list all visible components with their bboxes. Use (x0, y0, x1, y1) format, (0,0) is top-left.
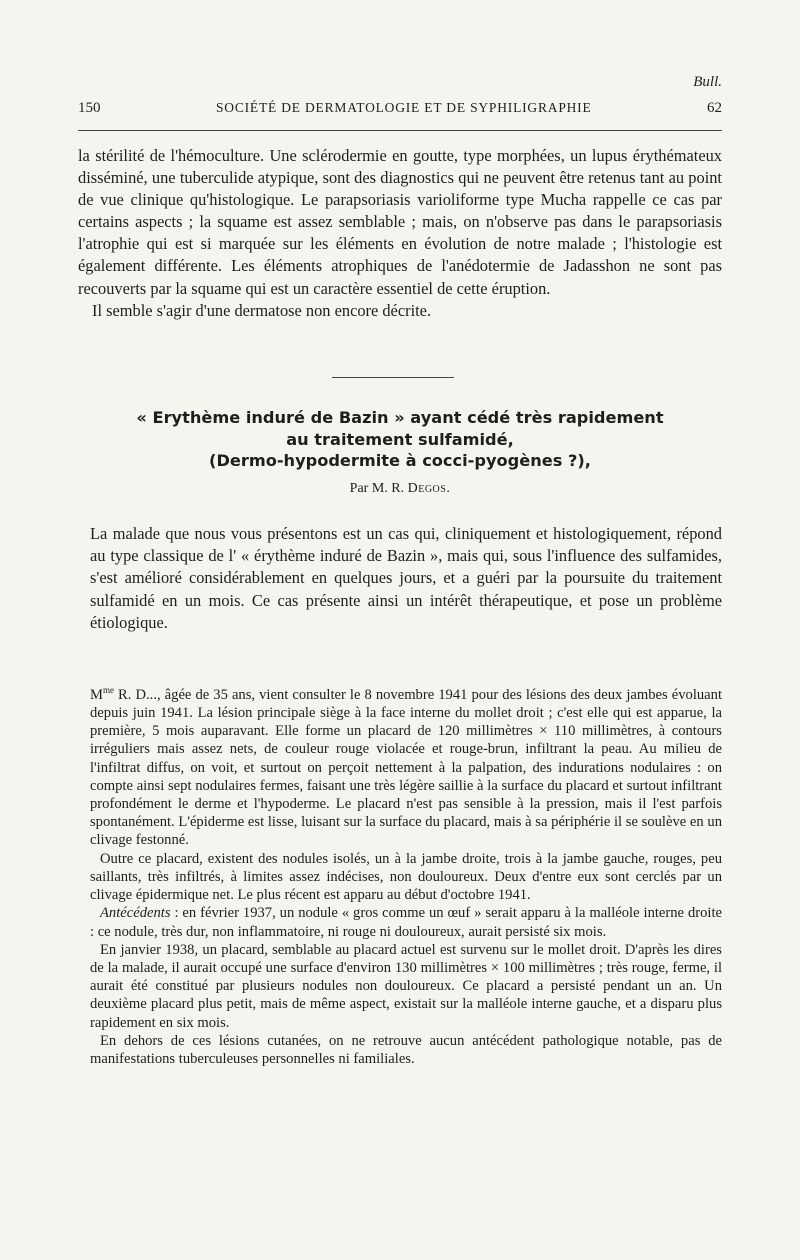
title-line: au traitement sulfamidé, (286, 429, 514, 449)
article-intro (90, 523, 722, 634)
section-separator (332, 377, 454, 378)
paragraph: Outre ce placard, existent des nodules isolés, un à la jambe droite, trois à la jambe gauche, rouges, peu saillants, très infiltrés, à limites assez indécises, non douloureux. Deux d'entre eux sont cerclés par un clivage épidermique net. Le plus récent est apparu au début d'octobre 1941. (90, 850, 722, 904)
previous-article-end (78, 145, 722, 322)
author-prefix: Par M. R. (349, 481, 405, 496)
paragraph: En dehors de ces lésions cutanées, on ne retrouve aucun antécédent pathologique notable, pas de manifestations tuberculeuses personnelles ni familiales. (90, 1032, 722, 1067)
paragraph (90, 904, 722, 940)
paragraph-text: : en février 1937, un nodule « gros comme un œuf » serait apparu à la malléole interne droite : ce nodule, très dur, non inflammatoire, ni rouge ni douloureux, aurait persisté six mois. (90, 905, 722, 940)
article-author (78, 481, 722, 497)
paragraph (90, 681, 722, 850)
running-header (78, 100, 722, 120)
article-title (78, 407, 722, 472)
paragraph: La malade que nous vous présentons est un cas qui, cliniquement et histologiquement, répond au type classique de l' « érythème induré de Bazin », mais qui, sous l'influence des sulfamides, s'est amélioré considérablement en quelques jours, et a guéri par la poursuite du traitement sulfamidé en un mois. Ce cas présente ainsi un intérêt thérapeutique, et pose un problème étiologique. (90, 524, 722, 632)
page-number-left: 150 (78, 100, 101, 116)
salutation: M (90, 686, 103, 703)
paragraph-text: R. D..., âgée de 35 ans, vient consulter le 8 novembre 1941 pour des lésions des deux jambes évoluant depuis juin 1941. La lésion principale siège à la face interne du mollet droit ; c'est elle qui est apparue, la première, 5 mois auparavant. Elle forme un placard de 120 millimètres × 110 millimètres, à contours irréguliers mais assez nets, de couleur rouge violacée et rouge-brun, infiltrant la peau. Au milieu de l'infiltrat diffus, on voit, et surtout on perçoit nettement à la palpation, des indurations nodulaires : on compte ainsi sept nodulaires fermes, faisant une très légère saillie à la surface du placard et surtout infiltrant profondément le derme et l'hypoderme. Le placard n'est pas sensible à la pression, mais il l'est parfois spontanément. L'épiderme est lisse, luisant sur la surface du placard, mais à sa périphérie il se soulève en un clivage festonné. (90, 686, 722, 849)
paragraph: Il semble s'agir d'une dermatose non encore décrite. (92, 300, 432, 320)
case-report (90, 681, 722, 1068)
bulletin-marker: Bull. (693, 74, 722, 90)
title-line: (Dermo-hypodermite à cocci-pyogènes ?), (209, 451, 591, 471)
salutation-sup: me (102, 685, 114, 695)
paragraph: En janvier 1938, un placard, semblable au placard actuel est survenu sur le mollet droit. D'après les dires de la malade, il aurait occupé une surface d'environ 130 millimètres × 100 millimètres ; très rouge, ferme, il aurait été constitué par plusieurs nodules non douloureux. Ce placard a persisté pendant un an. Un deuxième placard plus petit, mais de même aspect, existait sur la malléole interne gauche, et a disparu plus rapidement en six mois. (90, 941, 722, 1031)
author-name: Degos. (407, 481, 451, 496)
antecedents-label: Antécédents (100, 905, 171, 922)
running-title: SOCIÉTÉ DE DERMATOLOGIE ET DE SYPHILIGRAPHIE (215, 100, 592, 115)
title-line: « Erythème induré de Bazin » ayant cédé très rapidement (136, 408, 664, 427)
paragraph: la stérilité de l'hémoculture. Une sclérodermie en goutte, type morphées, un lupus érythémateux disséminé, une tuberculide atypique, sont des diagnostics qui ne peuvent être retenus tant au point de vue clinique qu'histologique. Le parapsoriasis varioliforme type Mucha rappelle ce cas par certains aspects ; la squame est assez semblable ; mais, on n'observe pas dans le parapsoriasis l'atrophie qui est si marquée sur les éléments en évolution de notre malade ; l'histologie est également différente. Les éléments atrophiques de l'anédotermie de Jadasshon ne sont pas recouverts par la squame qui est un caractère essentiel de cette éruption. (78, 146, 722, 298)
header-rule (78, 130, 722, 131)
page-number-right: 62 (707, 100, 722, 116)
